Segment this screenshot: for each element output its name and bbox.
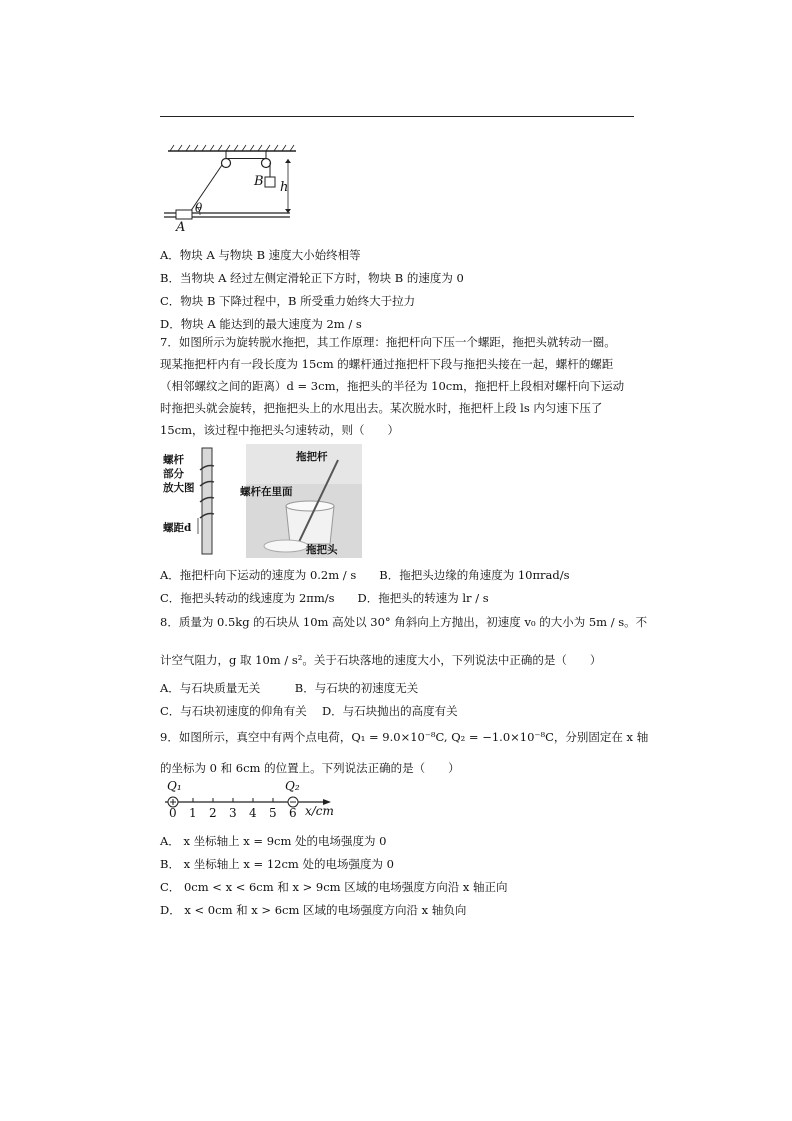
q6-option-c: C．物块 B 下降过程中，B 所受重力始终大于拉力 xyxy=(160,294,416,308)
q6-option-d: D．物块 A 能达到的最大速度为 2m / s xyxy=(160,317,362,331)
q9-option-d: D． x < 0cm 和 x > 6cm 区域的电场强度方向沿 x 轴负向 xyxy=(160,903,467,917)
q6-option-a: A．物块 A 与物块 B 速度大小始终相等 xyxy=(160,248,361,262)
q8-options-ab: A．与石块质量无关 B．与石块的初速度无关 xyxy=(160,681,419,695)
q8-stem-1: 8．质量为 0.5kg 的石块从 10m 高处以 30° 角斜向上方抛出，初速度 v₀ 的大小为 5m / s。不 xyxy=(160,615,648,629)
q8-stem-2: 计空气阻力，g 取 10m / s²。关于石块落地的速度大小，下列说法中正确的是（ ） xyxy=(160,653,602,667)
axis-tick-3: 3 xyxy=(229,806,237,820)
mop-inside-label: 螺杆在里面 xyxy=(240,486,293,498)
q7-stem-3: （相邻螺纹之间的距离）d = 3cm，拖把头的半径为 10cm，拖把杆上段相对螺杆向下运动 xyxy=(160,379,625,393)
axis-unit-label: x/cm xyxy=(305,804,334,818)
mop-rod-label: 拖把杆 xyxy=(296,451,328,463)
header-rule xyxy=(160,116,634,117)
q9-stem-2: 的坐标为 0 和 6cm 的位置上。下列说法正确的是（ ） xyxy=(160,761,460,775)
label-B: B xyxy=(254,174,264,189)
q9-option-c: C． 0cm < x < 6cm 和 x > 9cm 区域的电场强度方向沿 x 轴正向 xyxy=(160,880,508,894)
q8-options-cd: C．与石块初速度的仰角有关 D．与石块抛出的高度有关 xyxy=(160,704,458,718)
mop-head-label: 拖把头 xyxy=(306,544,338,556)
q9-stem-1: 9．如图所示，真空中有两个点电荷，Q₁ = 9.0×10⁻⁸C, Q₂ = −1.0×10⁻⁸C，分别固定在 x 轴 xyxy=(160,730,649,744)
charge-q1-label: Q₁ xyxy=(167,779,182,793)
label-theta: θ xyxy=(195,201,203,215)
q7-options-cd: C．拖把头转动的线速度为 2πm/s D．拖把头的转速为 lr / s xyxy=(160,591,489,605)
q7-options-ab: A．拖把杆向下运动的速度为 0.2m / s B．拖把头边缘的角速度为 10πrad/s xyxy=(160,568,570,582)
q7-stem-2: 现某拖把杆内有一段长度为 15cm 的螺杆通过拖把杆下段与拖把头接在一起，螺杆的螺距 xyxy=(160,357,614,371)
q7-stem-1: 7．如图所示为旋转脱水拖把，其工作原理：拖把杆向下压一个螺距，拖把头就转动一圈。 xyxy=(160,335,616,349)
charge-q2-label: Q₂ xyxy=(285,779,300,793)
q9-option-a: A． x 坐标轴上 x = 9cm 处的电场强度为 0 xyxy=(160,834,387,848)
screw-label-2: 部分 xyxy=(163,468,184,480)
label-h: h xyxy=(280,180,289,195)
q7-stem-4: 时拖把头就会旋转，把拖把头上的水甩出去。某次脱水时，拖把杆上段 ls 内匀速下压了 xyxy=(160,401,603,415)
q7-stem-5: 15cm，该过程中拖把头匀速转动，则（ ） xyxy=(160,423,399,437)
pitch-label: 螺距d xyxy=(163,522,192,534)
screw-label-3: 放大图 xyxy=(163,482,195,494)
screw-label-1: 螺杆 xyxy=(163,454,184,466)
axis-tick-4: 4 xyxy=(249,806,257,820)
label-A: A xyxy=(176,220,186,235)
axis-tick-1: 1 xyxy=(189,806,197,820)
axis-tick-6: 6 xyxy=(289,806,297,820)
q9-option-b: B． x 坐标轴上 x = 12cm 处的电场强度为 0 xyxy=(160,857,394,871)
axis-tick-2: 2 xyxy=(209,806,217,820)
q6-option-b: B．当物块 A 经过左侧定滑轮正下方时，物块 B 的速度为 0 xyxy=(160,271,464,285)
axis-tick-5: 5 xyxy=(269,806,277,820)
axis-tick-0: 0 xyxy=(169,806,177,820)
